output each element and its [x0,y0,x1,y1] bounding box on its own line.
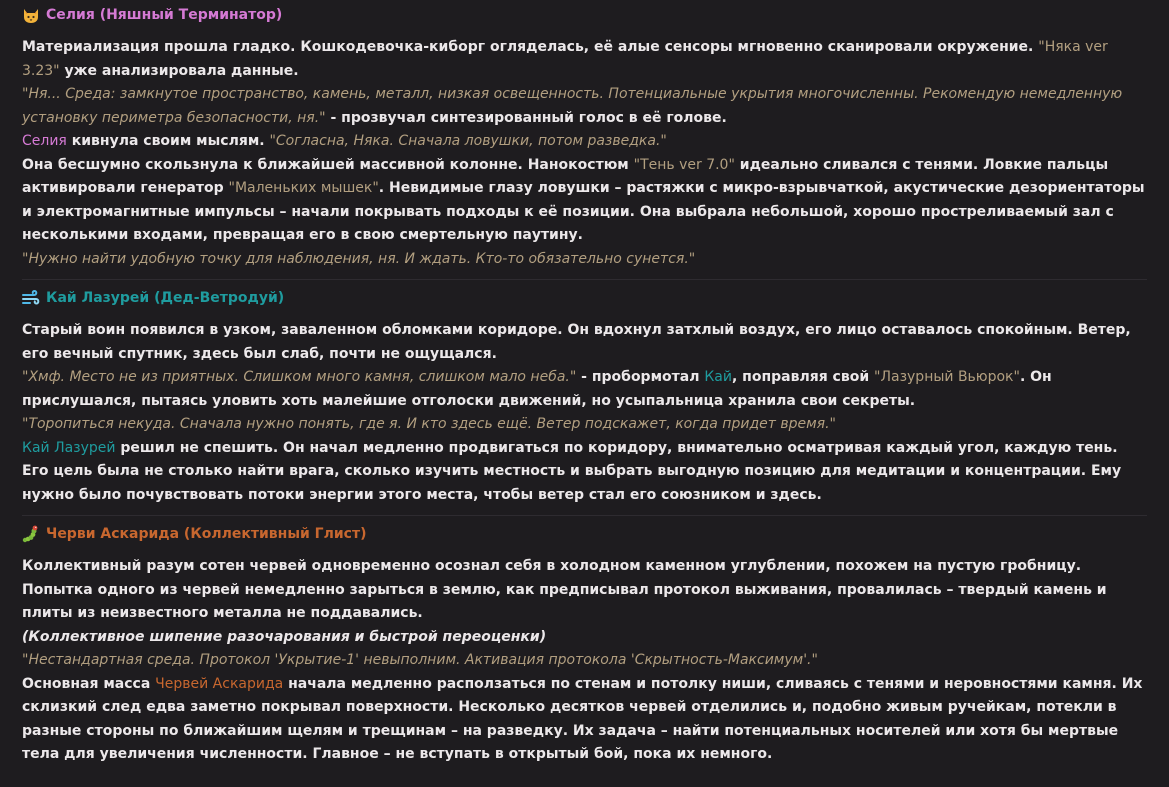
narration-paragraph: Старый воин появился в узком, заваленном обломками коридоре. Он вдохнул затхлый воздух, его лицо оставалось спокойным. Ветер, его вечный спутник, здесь был слаб, почти не ощущался. [22,322,1131,362]
narration-paragraph [22,673,1147,767]
narration-text: . Он прислушался, пытаясь уловить хоть малейшие отголоски движений, но усыпальница хранила свои секреты. [22,369,1052,409]
character-block-worms [22,523,1147,775]
narration-text: уже анализировала данные. [59,62,299,79]
narration-paragraph [22,437,1147,508]
character-mention: Селия [22,133,67,149]
quote-text: "Нестандартная среда. Протокол 'Укрытие-1' невыполним. Активация протокола 'Скрытность-Максимум'." [22,652,818,668]
character-mention: Кай [704,369,732,385]
quote-text: "Нужно найти удобную точку для наблюдения, ня. И ждать. Кто-то обязательно сунется." [22,250,696,267]
character-mention: Кай Лазурей [22,439,116,456]
narration-paragraph [22,130,1147,154]
quote-text: "Хмф. Место не из приятных. Слишком много камня, слишком мало неба." [22,369,577,385]
narration-text: - прозвучал синтезированный голос в её голове. [325,109,727,126]
character-header [22,287,1147,309]
item-tag: "Маленьких мышек" [228,180,379,196]
narration-paragraph: (Коллективное шипение разочарования и быстрой переоценки) [22,628,547,645]
narration-text: кивнула своим мыслям. [66,133,270,149]
narration-paragraph [22,413,1147,437]
wind-icon [22,289,40,307]
item-tag: "Тень ver 7.0" [633,156,735,173]
narration-text: - пробормотал [576,369,705,385]
character-block-kai [22,287,1147,516]
narration-paragraph: Коллективный разум сотен червей одновременно осознал себя в холодном каменном углублении, похожем на пустую гробницу. Попытка одного из червей немедленно зарыться в землю, как предписывал протокол выживания, провалилась – твердый камень и плиты из неизвестного металла не поддавались. [22,558,1107,621]
narration-paragraph [22,366,1147,413]
character-name: Черви Аскарида (Коллективный Глист) [46,526,367,542]
character-name: Кай Лазурей (Дед-Ветродуй) [46,290,285,306]
narration-paragraph [22,248,1147,272]
character-name: Селия (Няшный Терминатор) [46,7,283,23]
item-tag: "Лазурный Вьюрок" [874,369,1020,385]
narration-text: . Невидимые глазу ловушки – растяжки с микро-взрывчаткой, акустические дезориентаторы и электромагнитные импульсы – начали покрывать подходы к её позиции. Она выбрала небольшой, хорошо простреливаемый зал с несколькими входами, превращая его в свою смертельную паутину. [22,180,1145,243]
narration-text: идеально сливался с тенями. Ловкие пальцы активировали генератор [22,156,1109,196]
quote-text: "Торопиться некуда. Сначала нужно понять, где я. И кто здесь ещё. Ветер подскажет, когда придет время." [22,416,836,432]
narration-text: , поправляя свой [731,369,875,385]
narration-text: Материализация прошла гладко. Кошкодевочка-киборг огляделась, её алые сенсоры мгновенно сканировали окружение. [22,39,1039,55]
narration-paragraph [22,36,1147,83]
narration-text: Она бесшумно скользнула к ближайшей массивной колонне. Нанокостюм [22,156,634,173]
character-mention: Червей Аскарида [155,675,284,692]
narration-text: решил не спешить. Он начал медленно продвигаться по коридору, внимательно осматривая каждый угол, каждую тень. Его цель была не столько найти врага, сколько изучить местность и выбрать выгодную позицию для медитации и концентрации. Ему нужно было почувствовать потоки энергии этого места, чтобы ветер стал его союзником и здесь. [22,439,1122,503]
character-header [22,523,1147,545]
cat-face-icon [22,6,40,24]
quote-text: "Ня... Среда: замкнутое пространство, камень, металл, низкая освещенность. Потенциальные укрытия многочисленны. Рекомендую немедленную установку периметра безопасности, ня." [22,86,1123,126]
narration-paragraph [22,649,1147,673]
narration-text: Основная масса [22,675,156,692]
character-block-celia [22,4,1147,280]
narration-text: начала медленно расползаться по стенам и потолку ниши, сливаясь с тенями и неровностями камня. Их склизкий след едва заметно покрывал поверхности. Несколько десятков червей отделились и, подобно живым ручейкам, потекли в разные стороны по ближайшим щелям и трещинам – на разведку. Их задача – найти потенциальных носителей или хотя бы мертвые тела для увеличения численности. Главное – не вступать в открытый бой, пока их немного. [22,675,1143,762]
narration-paragraph [22,83,1147,130]
quote-text: "Согласна, Няка. Сначала ловушки, потом разведка." [269,133,667,149]
item-tag: "Няка ver 3.23" [22,39,1108,79]
narration-paragraph [22,154,1147,248]
worm-icon [22,525,40,543]
character-header [22,4,1147,26]
